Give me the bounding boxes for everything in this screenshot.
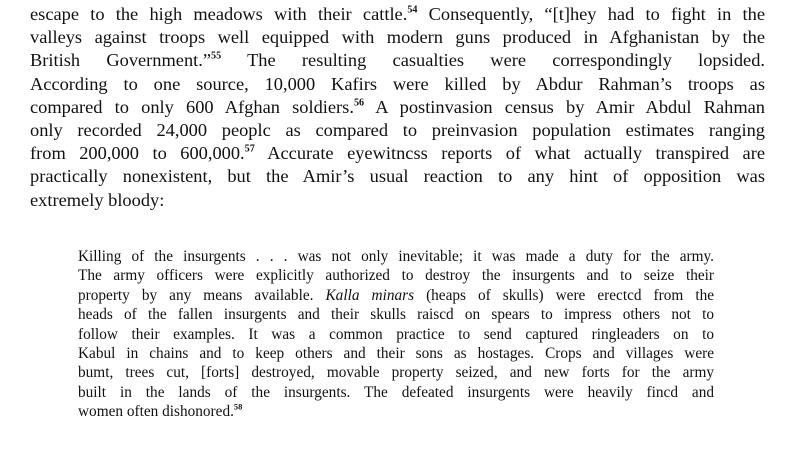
quote-line: Kabul in chains and to keep others and their sons as hostages. Crops and villages were	[78, 345, 714, 363]
quote-line: The army officers were explicitly authorized to destroy the insurgents and to seize their	[78, 267, 714, 285]
footnote-marker: 56	[353, 97, 365, 109]
footnote-marker: 55	[211, 50, 222, 62]
paragraph-line: British Government.”$^{55}$ The resulting casualties were correspondingly lopsided.	[30, 50, 765, 71]
paragraph-line: valleys against troops well equipped with modern guns produced in Afghanistan by the	[30, 27, 765, 48]
paragraph-line: compared to only 600 Afghan soldiers.$^{56}$ A postinvasion census by Amir Abdul Rahman	[30, 96, 765, 117]
paragraph-line: According to one source, 10,000 Kafirs were killed by Abdur Rahman’s troops as	[30, 73, 765, 94]
paragraph-line: escape to the high meadows with their cattle.$^{54}$ Consequently, “[t]hey had to fight in the	[30, 4, 765, 24]
paragraph-line: practically nonexistent, but the Amir’s usual reaction to any hint of opposition was	[30, 166, 765, 187]
quote-line: built in the lands of the insurgents. The defeated insurgents were heavily fincd and	[78, 383, 714, 401]
quote-line: property by any means available. Kalla minars (heaps of skulls) were erectcd from the	[78, 286, 715, 304]
footnote-marker: 54	[407, 4, 418, 16]
paragraph-line: from 200,000 to 600,000.57 Accurate eyewitncss reports of what actually transpired are	[30, 143, 766, 164]
quote-line: women often dishonored.$^{58}$	[78, 402, 243, 421]
main-paragraph	[30, 3, 765, 212]
footnote-marker: 57	[244, 143, 255, 155]
quote-line: bumt, trees cut, [forts] destroyed, movable property seized, and new forts for the army	[78, 364, 714, 382]
quote-line: heads of the fallen insurgents and their skulls raiscd on spears to impress others not to	[78, 306, 714, 324]
italic-term: Kalla minars	[325, 286, 415, 304]
block-quote	[78, 247, 714, 422]
paragraph-line: only recorded 24,000 peoplc as compared to preinvasion population estimates ranging	[30, 120, 765, 141]
quote-line: follow their examples. It was a common practice to send captured ringleaders on to	[78, 325, 714, 343]
footnote-marker: 58	[233, 402, 243, 412]
paragraph-line: extremely bloody:	[30, 189, 165, 210]
quote-line: Killing of the insurgents . . . was not only inevitable; it was made a duty for the army.	[78, 248, 714, 265]
